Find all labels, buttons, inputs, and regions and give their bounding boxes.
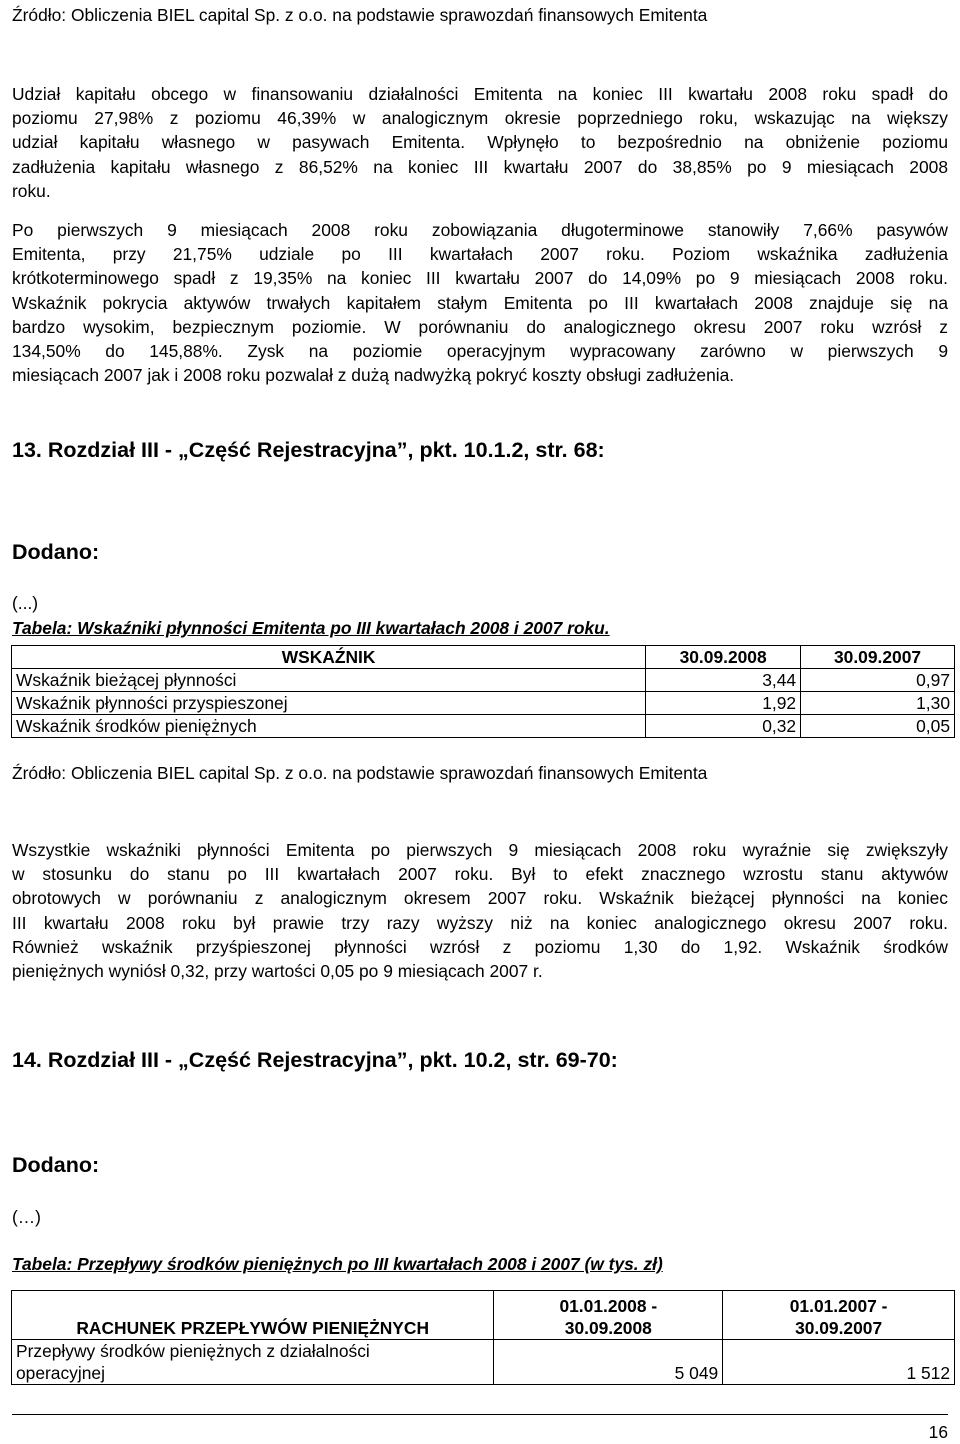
row-value-2008: 1,92 xyxy=(646,692,801,715)
row-label: Wskaźnik płynności przyspieszonej xyxy=(12,692,646,715)
row-label: Wskaźnik środków pieniężnych xyxy=(12,715,646,738)
header-period-2008-end: 30.09.2008 xyxy=(564,1318,652,1338)
row-value-2007: 0,05 xyxy=(801,715,955,738)
paragraph-line: Również wskaźnik przyśpieszonej płynności wzrósł z poziomu 1,30 do 1,92. Wskaźnik środków xyxy=(12,936,948,957)
header-period-2007-start: 01.01.2007 - xyxy=(789,1296,888,1316)
row-label xyxy=(12,1340,494,1385)
header-period-2007-end: 30.09.2007 xyxy=(795,1318,883,1338)
section-14-added-label: Dodano: xyxy=(12,1153,100,1177)
section-14-ellipsis: (…) xyxy=(12,1207,41,1227)
section-14-heading: 14. Rozdział III - „Część Rejestracyjna”, pkt. 10.2, str. 69-70: xyxy=(12,1048,618,1072)
paragraph-line: bardzo wysokim, bezpiecznym poziomie. W porównaniu do analogicznego okresu 2007 roku wzrósł z xyxy=(12,316,948,337)
table-header-row xyxy=(12,1291,955,1340)
header-cashflow-statement: RACHUNEK PRZEPŁYWÓW PIENIĘŻNYCH xyxy=(12,1291,494,1340)
row-value-2008: 0,32 xyxy=(646,715,801,738)
header-period-2008-start: 01.01.2008 - xyxy=(559,1296,658,1316)
paragraph-line: w stosunku do stanu po III kwartałach 2007 roku. Był to efekt znacznego wzrostu stanu aktywów xyxy=(12,864,948,885)
table-row xyxy=(12,1340,955,1385)
paragraph-line: obrotowych w porównaniu z analogicznym okresem 2007 roku. Wskaźnik bieżącej płynności na koniec xyxy=(12,888,948,909)
row-value-2007: 1,30 xyxy=(801,692,955,715)
paragraph-line: Udział kapitału obcego w finansowaniu działalności Emitenta na koniec III kwartału 2008 roku spadł do xyxy=(12,84,948,104)
paragraph-line: miesiącach 2007 jak i 2008 roku pozwalał z dużą nadwyżką pokryć koszty obsługi zadłużenia. xyxy=(12,365,735,386)
table-row xyxy=(12,669,955,692)
source-note-liquidity: Źródło: Obliczenia BIEL capital Sp. z o.o. na podstawie sprawozdań finansowych Emitenta xyxy=(12,763,708,783)
table-row xyxy=(12,715,955,738)
cashflow-table xyxy=(11,1290,955,1385)
row-value-2008: 3,44 xyxy=(646,669,801,692)
footer-divider xyxy=(12,1414,948,1415)
paragraph-liquidity xyxy=(12,838,948,983)
section-13-added-label: Dodano: xyxy=(12,540,100,564)
paragraph-line: udział kapitału własnego w pasywach Emitenta. Wpłynęło to bezpośrednio na obniżenie poziomu xyxy=(12,132,948,153)
header-period-2007 xyxy=(723,1291,955,1340)
row-label: Wskaźnik bieżącej płynności xyxy=(12,669,646,692)
table-row xyxy=(12,692,955,715)
paragraph-line: Wskaźnik pokrycia aktywów trwałych kapitałem stałym Emitenta po III kwartałach 2008 znajduje się na xyxy=(12,292,948,313)
section-13-ellipsis: (...) xyxy=(12,593,39,613)
row-value-2007: 1 512 xyxy=(723,1340,955,1385)
paragraph-line: Wszystkie wskaźniki płynności Emitenta po pierwszych 9 miesiącach 2008 roku wyraźnie się zwiększyły xyxy=(12,840,948,860)
row-label-line: Przepływy środków pieniężnych z działalności xyxy=(16,1341,370,1361)
paragraph-line: zadłużenia kapitału własnego z 86,52% na koniec III kwartału 2007 do 38,85% po 9 miesiącach 2008 xyxy=(12,156,948,177)
paragraph-line: Emitenta, przy 21,75% udziale po III kwartałach 2007 roku. Poziom wskaźnika zadłużenia xyxy=(12,244,948,265)
header-2007: 30.09.2007 xyxy=(801,646,955,669)
paragraph-long-term-liabilities xyxy=(12,218,948,387)
row-label-line: operacyjnej xyxy=(16,1363,105,1383)
liquidity-table-caption: Tabela: Wskaźniki płynności Emitenta po III kwartałach 2008 i 2007 roku. xyxy=(12,618,610,638)
paragraph-line: III kwartału 2008 roku był prawie trzy razy wyższy niż na koniec analogicznego okresu 2007 roku. xyxy=(12,912,948,933)
paragraph-line: pieniężnych wyniósł 0,32, przy wartości 0,05 po 9 miesiącach 2007 r. xyxy=(12,960,543,981)
cashflow-table-caption: Tabela: Przepływy środków pieniężnych po III kwartałach 2008 i 2007 (w tys. zł) xyxy=(12,1254,663,1274)
row-value-2007: 0,97 xyxy=(801,669,955,692)
row-value-2008: 5 049 xyxy=(494,1340,723,1385)
paragraph-line: 134,50% do 145,88%. Zysk na poziomie operacyjnym wypracowany zarówno w pierwszych 9 xyxy=(12,340,948,361)
header-period-2008 xyxy=(494,1291,723,1340)
section-13-heading: 13. Rozdział III - „Część Rejestracyjna”, pkt. 10.1.2, str. 68: xyxy=(12,438,605,462)
paragraph-debt-share xyxy=(12,82,948,203)
header-indicator: WSKAŹNIK xyxy=(12,646,646,669)
paragraph-line: poziomu 27,98% z poziomu 46,39% w analogicznym okresie poprzedniego roku, wskazując na większy xyxy=(12,108,948,129)
liquidity-ratios-table xyxy=(11,645,955,738)
paragraph-line: Po pierwszych 9 miesiącach 2008 roku zobowiązania długoterminowe stanowiły 7,66% pasywów xyxy=(12,220,948,240)
source-note-top: Źródło: Obliczenia BIEL capital Sp. z o.o. na podstawie sprawozdań finansowych Emitenta xyxy=(12,5,708,25)
paragraph-line: krótkoterminowego spadł z 19,35% na koniec III kwartału 2007 do 14,09% po 9 miesiącach 2008 roku. xyxy=(12,268,948,289)
page-number: 16 xyxy=(928,1422,948,1442)
paragraph-line: roku. xyxy=(12,180,51,201)
table-header-row xyxy=(12,646,955,669)
header-2008: 30.09.2008 xyxy=(646,646,801,669)
